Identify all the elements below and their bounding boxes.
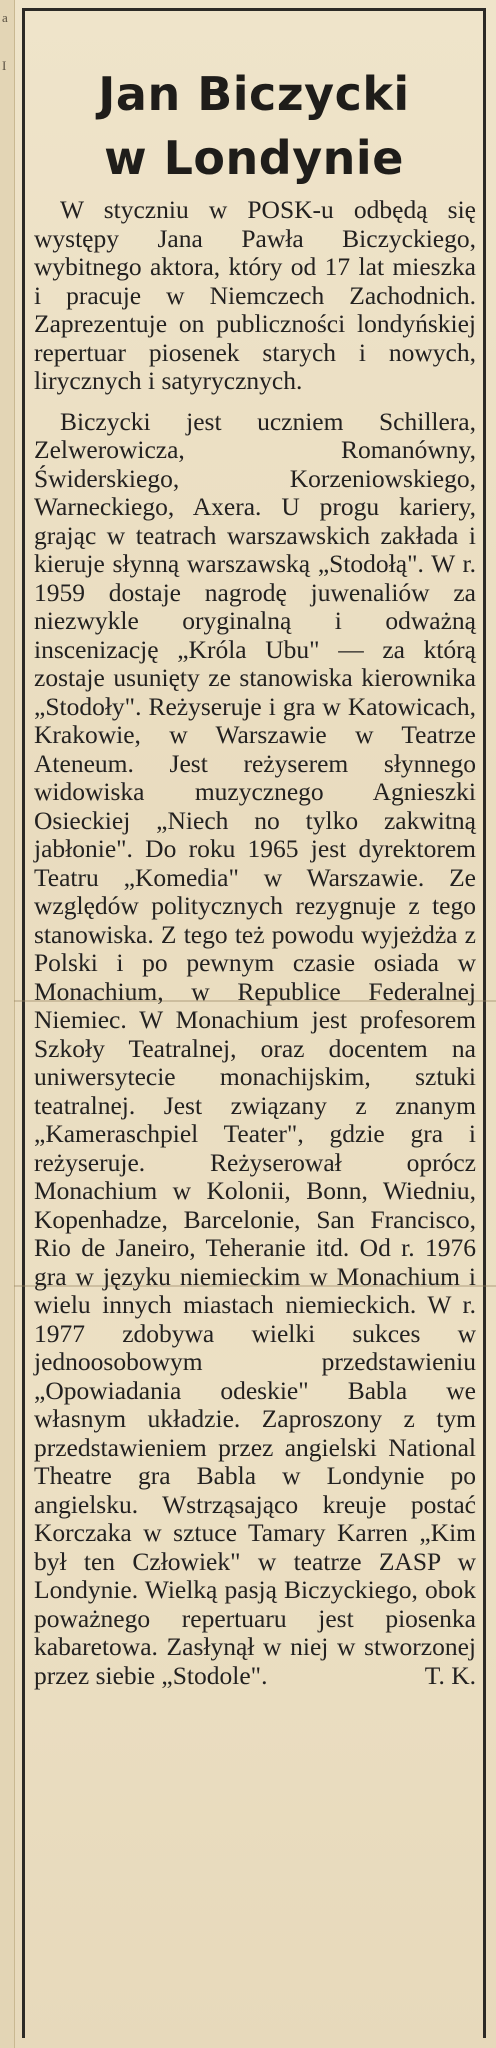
paragraph-intro: W styczniu w POSK-u odbędą się występy Jana Pawła Biczyckiego, wybitnego aktora, który od 17 lat mieszka i pracuje w Niemczech Zachodnich. Zaprezentuje on publiczności londyńskiej repertuar piosenek starych i nowych, lirycznych i satyrycznych. [34,195,476,395]
paragraph-biography [34,408,476,1691]
article-body [34,196,476,1690]
neighbor-column-edge [0,0,15,2048]
top-border-rule [22,8,486,11]
headline-line-2: w Londynie [104,131,404,185]
right-border-rule [483,8,486,2038]
edge-fragment: I [2,58,7,73]
edge-fragment: a [2,10,8,25]
author-signature: T. K. [424,1660,476,1690]
headline-line-1: Jan Biczycki [98,67,410,121]
article-headline [26,62,482,190]
left-border-rule [22,8,25,2038]
paragraph-biography-text: Biczycki jest uczniem Schillera, Zelwerowicza, Romanówny, Świderskiego, Korzeniowskiego, Warneckiego, Axera. U progu kariery, grając w teatrach warszawskich zakłada i kieruje słynną warszawską „Stodołą". W r. 1959 dostaje nagrodę juwenaliów za niezwykle oryginalną i odważną inscenizację „Króla Ubu" — za którą zostaje usunięty ze stanowiska kierownika „Stodoły". Reżyseruje i gra w Katowicach, Krakowie, w Warszawie w Teatrze Ateneum. Jest reżyserem słynnego widowiska muzycznego Agnieszki Osieckiej „Niech no tylko zakwitną jabłonie". Do roku 1965 jest dyrektorem Teatru „Komedia" w Warszawie. Ze względów politycznych rezygnuje z tego stanowiska. Z tego też powodu wyjeżdża z Polski i po pewnym czasie osiada w Monachium, w Republice Federalnej Niemiec. W Monachium jest profesorem Szkoły Teatralnej, oraz docentem na uniwersytecie monachijskim, sztuki teatralnej. Jest związany z znanym „Kameraschpiel Teater", gdzie gra i reżyseruje. Reżyserował oprócz Monachium w Kolonii, Bonn, Wiedniu, Kopenhadze, Barcelonie, San Francisco, Rio de Janeiro, Teheranie itd. Od r. 1976 gra w języku niemieckim w Monachium i wielu innych miastach niemieckich. W r. 1977 zdobywa wielki sukces w jednoosobowym przedstawieniu „Opowiadania odeskie" Babla we własnym układzie. Zaproszony z tym przedstawieniem przez angielski National Theatre gra Babla w Londynie po angielsku. Wstrząsająco kreuje postać Korczaka w sztuce Tamary Karren „Kim był ten Człowiek" w teatrze ZASP w Londynie. Wielką pasją Biczyckiego, obok poważnego repertuaru jest piosenka kabaretowa. Zasłynął w niej w stworzonej przez siebie „Stodole". [34,406,476,1690]
